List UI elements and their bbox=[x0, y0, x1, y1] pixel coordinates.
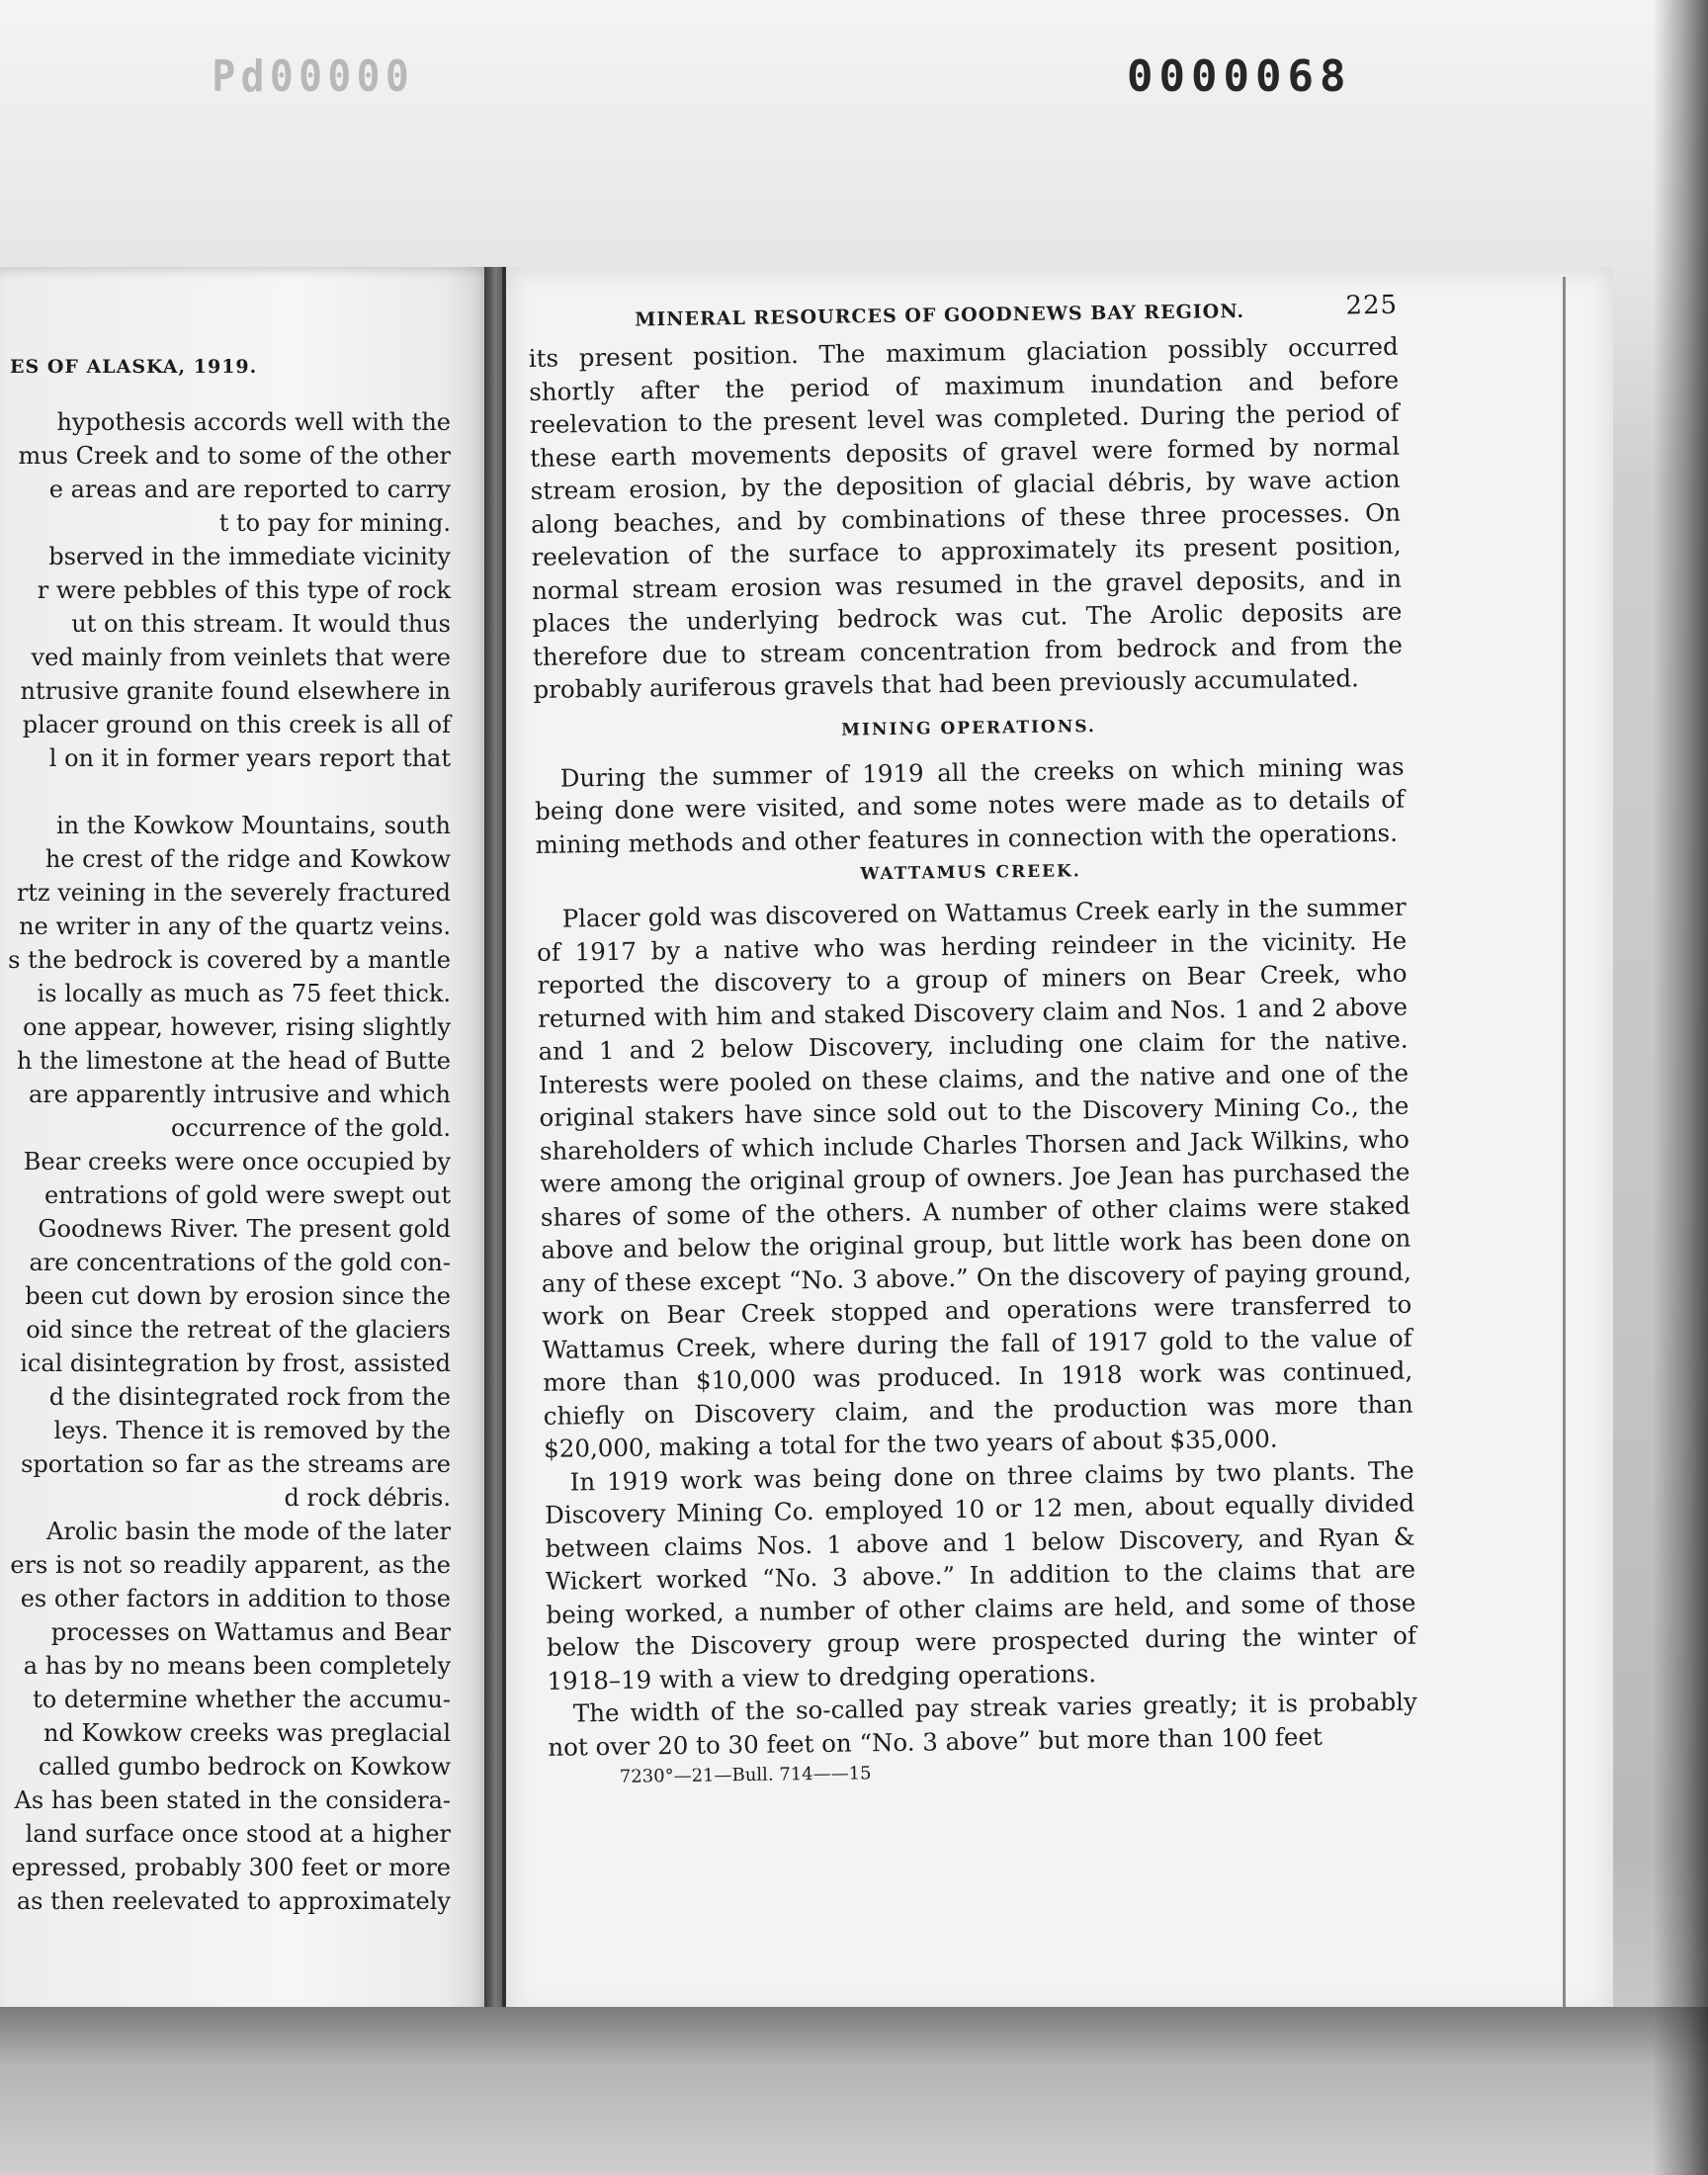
left-page-line bbox=[0, 775, 451, 809]
left-page-line: Bear creeks were once occupied by bbox=[23, 1148, 451, 1175]
left-page-line: e areas and are reported to carry bbox=[48, 476, 451, 503]
left-page-line: called gumbo bedrock on Kowkow bbox=[38, 1753, 451, 1781]
stamp-number-left: Pd00000 bbox=[212, 51, 415, 102]
left-page-line: ne writer in any of the quartz veins. bbox=[19, 913, 451, 940]
left-page-line: in the Kowkow Mountains, south bbox=[55, 812, 451, 839]
right-page-text-block bbox=[528, 291, 1418, 1788]
left-running-head: ES OF ALASKA, 1919. bbox=[10, 356, 258, 378]
left-page-line: he crest of the ridge and Kowkow bbox=[44, 845, 451, 873]
left-page-line: ut on this stream. It would thus bbox=[71, 610, 451, 638]
left-page-line: ved mainly from veinlets that were bbox=[31, 644, 451, 671]
section-heading-mining-operations: MINING OPERATIONS. bbox=[841, 716, 1097, 740]
left-page-line: processes on Wattamus and Bear bbox=[50, 1618, 451, 1646]
left-page-line: land surface once stood at a higher bbox=[25, 1820, 451, 1848]
left-page-line: Arolic basin the mode of the later bbox=[46, 1518, 451, 1545]
left-page-line: been cut down by erosion since the bbox=[25, 1282, 451, 1310]
left-page-line: As has been stated in the considera- bbox=[14, 1786, 451, 1814]
left-page-line: as then reelevated to approximately bbox=[16, 1887, 451, 1915]
running-head-title: MINERAL RESOURCES OF GOODNEWS BAY REGION. bbox=[635, 300, 1245, 331]
left-page-line: a has by no means been completely bbox=[23, 1652, 451, 1680]
left-page-line: ntrusive granite found elsewhere in bbox=[20, 677, 451, 705]
left-page-line: bserved in the immediate vicinity bbox=[48, 543, 451, 570]
left-page-line: mus Creek and to some of the other bbox=[18, 442, 451, 470]
left-page-line: are concentrations of the gold con- bbox=[29, 1249, 451, 1276]
left-page bbox=[0, 267, 494, 2017]
left-page-line: epressed, probably 300 feet or more bbox=[11, 1854, 451, 1881]
left-page-line: sportation so far as the streams are bbox=[21, 1450, 451, 1478]
wattamus-paragraph-1: Placer gold was discovered on Wattamus Creek early in the summer of 1917 by a native who was herding reindeer in the vicinity. He reported the discovery to a group of miners on Bear Creek, who returned with him and staked Discovery claim and Nos. 1 and 2 above and 1 and 2 below Discovery, including one claim for the native. Interests were pooled on these claims, and the native and one of the original stakers have since sold out to the Discovery Mining Co., the shareholders of which include Charles Thorsen and Jack Wilkins, who were among the original group of owners. Joe Jean has purchased the shares of some of the others. A number of other claims were staked above and below the original group, but little work has been done on any of these except “No. 3 above.” On the discovery of paying ground, work on Bear Creek stopped and operations were transferred to Wattamus Creek, where during the fall of 1917 gold to the value of more than $10,000 was produced. In 1918 work was continued, chiefly on Discovery claim, and the production was more than $20,000, making a total for the two years of about $35,000. bbox=[536, 892, 1413, 1463]
left-page-line: t to pay for mining. bbox=[218, 509, 451, 537]
scan-bottom-shadow bbox=[0, 2007, 1708, 2175]
left-page-line: ical disintegration by frost, assisted bbox=[20, 1349, 451, 1377]
left-page-line: placer ground on this creek is all of bbox=[22, 711, 451, 739]
right-page bbox=[502, 267, 1613, 2017]
left-page-line: d rock débris. bbox=[284, 1484, 451, 1512]
left-page-line: h the limestone at the head of Butte bbox=[16, 1047, 451, 1075]
section-heading-wattamus-creek: WATTAMUS CREEK. bbox=[860, 861, 1081, 885]
left-page-line: leys. Thence it is removed by the bbox=[53, 1417, 451, 1444]
left-page-line: Goodnews River. The present gold bbox=[38, 1215, 451, 1243]
wattamus-paragraph-2: In 1919 work was being done on three claims by two plants. The Discovery Mining Co. employed 10 or 12 men, about equally divided between claims Nos. 1 above and 1 below Discovery, and Ryan & Wickert worked “No. 3 above.” In addition to the claims that are being worked, a number of other claims are held, and some of those below the Discovery group were prospected during the winter of 1918–19 with a view to dredging operations. bbox=[544, 1455, 1417, 1696]
wattamus-paragraph-3: The width of the so-called pay streak varies greatly; it is probably not over 20 to 30 feet on “No. 3 above” but more than 100 feet bbox=[548, 1687, 1418, 1762]
left-page-line: are apparently intrusive and which bbox=[28, 1081, 451, 1108]
left-page-line: occurrence of the gold. bbox=[170, 1114, 451, 1142]
left-page-line: oid since the retreat of the glaciers bbox=[26, 1316, 451, 1344]
scan-right-edge-shadow bbox=[1653, 0, 1708, 2175]
left-page-line: rtz veining in the severely fractured bbox=[16, 879, 451, 907]
left-page-line: d the disintegrated rock from the bbox=[48, 1383, 451, 1411]
left-page-line: ers is not so readily apparent, as the bbox=[10, 1551, 451, 1579]
mining-paragraph: During the summer of 1919 all the creeks on which mining was being done were visited, and some notes were made as to details of mining methods and other features in connection with the operations. bbox=[534, 751, 1406, 859]
left-page-line: one appear, however, rising slightly bbox=[23, 1013, 451, 1041]
left-page-line: entrations of gold were swept out bbox=[44, 1181, 451, 1209]
left-page-line: r were pebbles of this type of rock bbox=[37, 576, 451, 604]
left-page-line: to determine whether the accumu- bbox=[33, 1686, 451, 1713]
printer-signature-line: 7230°—21—Bull. 714——15 bbox=[619, 1763, 872, 1787]
left-page-line: is locally as much as 75 feet thick. bbox=[37, 980, 451, 1007]
left-page-line: es other factors in addition to those bbox=[20, 1585, 451, 1612]
left-page-line: nd Kowkow creeks was preglacial bbox=[43, 1719, 451, 1747]
left-page-line: l on it in former years report that bbox=[48, 744, 451, 772]
page-number: 225 bbox=[1345, 290, 1399, 321]
left-page-text bbox=[0, 405, 451, 1918]
left-page-line: hypothesis accords well with the bbox=[56, 408, 451, 436]
left-page-line: s the bedrock is covered by a mantle bbox=[8, 946, 451, 974]
stamp-number-right: 0000068 bbox=[1127, 51, 1352, 102]
intro-paragraph: its present position. The maximum glaciation possibly occurred shortly after the period of maximum inundation and before reelevation to the present level was completed. During the period of these earth movements deposits of gravel were formed by normal stream erosion, by the deposition of glacial débris, by wave action along beaches, and by combinations of these three processes. On reelevation of the surface to approximately its present position, normal stream erosion was resumed in the gravel deposits, and in places the underlying bedrock was cut. The Arolic deposits are therefore due to stream concentration from bedrock and from the probably auriferous gravels that had been previously accumulated. bbox=[528, 331, 1404, 704]
